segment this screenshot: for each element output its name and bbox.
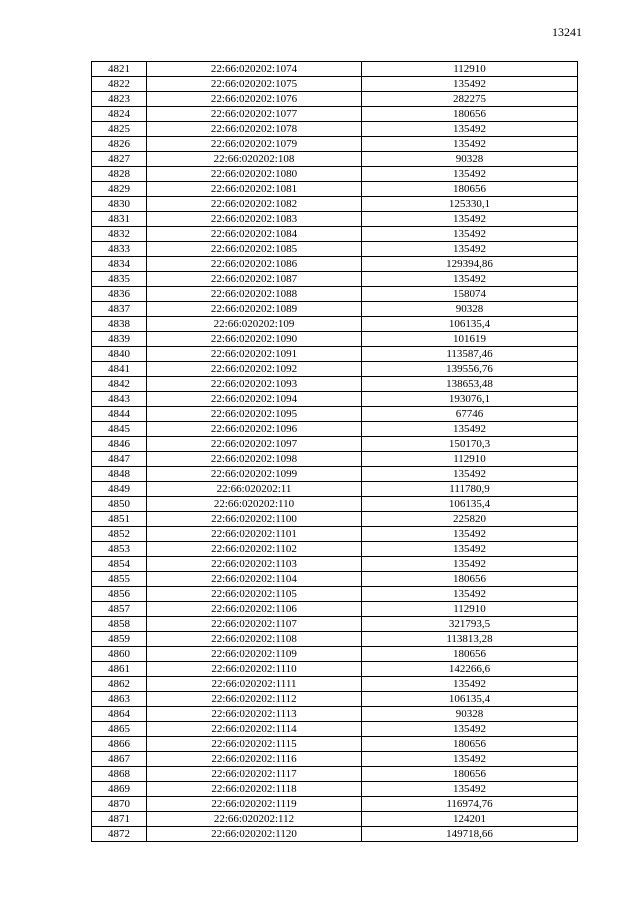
value-cell: 106135,4 <box>362 317 578 332</box>
table-row <box>92 452 578 467</box>
row-number-cell: 4870 <box>92 797 147 812</box>
value-cell: 180656 <box>362 572 578 587</box>
table-row <box>92 707 578 722</box>
table-row <box>92 767 578 782</box>
table-row <box>92 467 578 482</box>
table-row <box>92 557 578 572</box>
cadastral-number-cell: 22:66:020202:1119 <box>147 797 362 812</box>
row-number-cell: 4855 <box>92 572 147 587</box>
table-row <box>92 107 578 122</box>
value-cell: 135492 <box>362 557 578 572</box>
cadastral-number-cell: 22:66:020202:1118 <box>147 782 362 797</box>
cadastral-number-cell: 22:66:020202:1097 <box>147 437 362 452</box>
row-number-cell: 4849 <box>92 482 147 497</box>
cadastral-number-cell: 22:66:020202:1120 <box>147 827 362 842</box>
row-number-cell: 4832 <box>92 227 147 242</box>
table-row <box>92 392 578 407</box>
row-number-cell: 4830 <box>92 197 147 212</box>
table-row <box>92 77 578 92</box>
table-row <box>92 362 578 377</box>
table-body <box>92 62 578 842</box>
cadastral-number-cell: 22:66:020202:1077 <box>147 107 362 122</box>
value-cell: 158074 <box>362 287 578 302</box>
table-row <box>92 542 578 557</box>
value-cell: 282275 <box>362 92 578 107</box>
table-row <box>92 737 578 752</box>
table-row <box>92 182 578 197</box>
row-number-cell: 4861 <box>92 662 147 677</box>
table-row <box>92 632 578 647</box>
row-number-cell: 4833 <box>92 242 147 257</box>
cadastral-number-cell: 22:66:020202:1099 <box>147 467 362 482</box>
cadastral-number-cell: 22:66:020202:110 <box>147 497 362 512</box>
cadastral-number-cell: 22:66:020202:1081 <box>147 182 362 197</box>
value-cell: 113587,46 <box>362 347 578 362</box>
row-number-cell: 4867 <box>92 752 147 767</box>
cadastral-number-cell: 22:66:020202:108 <box>147 152 362 167</box>
row-number-cell: 4834 <box>92 257 147 272</box>
cadastral-number-cell: 22:66:020202:1092 <box>147 362 362 377</box>
value-cell: 129394,86 <box>362 257 578 272</box>
table-row <box>92 242 578 257</box>
value-cell: 180656 <box>362 647 578 662</box>
value-cell: 138653,48 <box>362 377 578 392</box>
cadastral-number-cell: 22:66:020202:1093 <box>147 377 362 392</box>
row-number-cell: 4821 <box>92 62 147 77</box>
value-cell: 135492 <box>362 212 578 227</box>
row-number-cell: 4836 <box>92 287 147 302</box>
value-cell: 135492 <box>362 722 578 737</box>
value-cell: 135492 <box>362 542 578 557</box>
row-number-cell: 4869 <box>92 782 147 797</box>
value-cell: 135492 <box>362 122 578 137</box>
table-row <box>92 197 578 212</box>
value-cell: 180656 <box>362 182 578 197</box>
cadastral-number-cell: 22:66:020202:1082 <box>147 197 362 212</box>
row-number-cell: 4856 <box>92 587 147 602</box>
value-cell: 116974,76 <box>362 797 578 812</box>
cadastral-number-cell: 22:66:020202:1090 <box>147 332 362 347</box>
cadastral-number-cell: 22:66:020202:1114 <box>147 722 362 737</box>
table-row <box>92 122 578 137</box>
value-cell: 180656 <box>362 767 578 782</box>
cadastral-number-cell: 22:66:020202:1095 <box>147 407 362 422</box>
cadastral-number-cell: 22:66:020202:1107 <box>147 617 362 632</box>
row-number-cell: 4860 <box>92 647 147 662</box>
table-row <box>92 227 578 242</box>
table-row <box>92 512 578 527</box>
table-row <box>92 812 578 827</box>
table-row <box>92 212 578 227</box>
row-number-cell: 4857 <box>92 602 147 617</box>
table-row <box>92 752 578 767</box>
cadastral-number-cell: 22:66:020202:1084 <box>147 227 362 242</box>
row-number-cell: 4862 <box>92 677 147 692</box>
row-number-cell: 4863 <box>92 692 147 707</box>
table-row <box>92 617 578 632</box>
cadastral-number-cell: 22:66:020202:1096 <box>147 422 362 437</box>
value-cell: 139556,76 <box>362 362 578 377</box>
value-cell: 125330,1 <box>362 197 578 212</box>
value-cell: 135492 <box>362 467 578 482</box>
value-cell: 135492 <box>362 77 578 92</box>
cadastral-number-cell: 22:66:020202:1101 <box>147 527 362 542</box>
row-number-cell: 4868 <box>92 767 147 782</box>
row-number-cell: 4838 <box>92 317 147 332</box>
value-cell: 90328 <box>362 707 578 722</box>
row-number-cell: 4831 <box>92 212 147 227</box>
table-row <box>92 62 578 77</box>
page-number: 13241 <box>552 25 582 39</box>
cadastral-number-cell: 22:66:020202:11 <box>147 482 362 497</box>
value-cell: 67746 <box>362 407 578 422</box>
table-row <box>92 497 578 512</box>
value-cell: 135492 <box>362 242 578 257</box>
row-number-cell: 4859 <box>92 632 147 647</box>
cadastral-number-cell: 22:66:020202:1098 <box>147 452 362 467</box>
cadastral-number-cell: 22:66:020202:1102 <box>147 542 362 557</box>
row-number-cell: 4858 <box>92 617 147 632</box>
cadastral-number-cell: 22:66:020202:1116 <box>147 752 362 767</box>
value-cell: 135492 <box>362 422 578 437</box>
cadastral-number-cell: 22:66:020202:1115 <box>147 737 362 752</box>
table-row <box>92 647 578 662</box>
row-number-cell: 4845 <box>92 422 147 437</box>
row-number-cell: 4852 <box>92 527 147 542</box>
row-number-cell: 4851 <box>92 512 147 527</box>
row-number-cell: 4853 <box>92 542 147 557</box>
cadastral-number-cell: 22:66:020202:1100 <box>147 512 362 527</box>
row-number-cell: 4837 <box>92 302 147 317</box>
table-row <box>92 422 578 437</box>
row-number-cell: 4822 <box>92 77 147 92</box>
value-cell: 106135,4 <box>362 497 578 512</box>
value-cell: 135492 <box>362 272 578 287</box>
table-row <box>92 572 578 587</box>
value-cell: 111780,9 <box>362 482 578 497</box>
value-cell: 113813,28 <box>362 632 578 647</box>
cadastral-number-cell: 22:66:020202:1080 <box>147 167 362 182</box>
table-row <box>92 797 578 812</box>
table-row <box>92 287 578 302</box>
row-number-cell: 4826 <box>92 137 147 152</box>
row-number-cell: 4843 <box>92 392 147 407</box>
cadastral-number-cell: 22:66:020202:1106 <box>147 602 362 617</box>
row-number-cell: 4850 <box>92 497 147 512</box>
value-cell: 225820 <box>362 512 578 527</box>
cadastral-number-cell: 22:66:020202:1112 <box>147 692 362 707</box>
value-cell: 135492 <box>362 527 578 542</box>
row-number-cell: 4864 <box>92 707 147 722</box>
table-row <box>92 437 578 452</box>
row-number-cell: 4866 <box>92 737 147 752</box>
value-cell: 135492 <box>362 677 578 692</box>
row-number-cell: 4824 <box>92 107 147 122</box>
value-cell: 150170,3 <box>362 437 578 452</box>
table-row <box>92 302 578 317</box>
row-number-cell: 4828 <box>92 167 147 182</box>
value-cell: 90328 <box>362 302 578 317</box>
row-number-cell: 4841 <box>92 362 147 377</box>
row-number-cell: 4835 <box>92 272 147 287</box>
value-cell: 135492 <box>362 752 578 767</box>
row-number-cell: 4854 <box>92 557 147 572</box>
cadastral-number-cell: 22:66:020202:1089 <box>147 302 362 317</box>
row-number-cell: 4839 <box>92 332 147 347</box>
row-number-cell: 4846 <box>92 437 147 452</box>
value-cell: 112910 <box>362 62 578 77</box>
value-cell: 135492 <box>362 587 578 602</box>
table-row <box>92 137 578 152</box>
value-cell: 112910 <box>362 602 578 617</box>
table-row <box>92 827 578 842</box>
value-cell: 149718,66 <box>362 827 578 842</box>
table-row <box>92 92 578 107</box>
table-row <box>92 722 578 737</box>
row-number-cell: 4871 <box>92 812 147 827</box>
row-number-cell: 4848 <box>92 467 147 482</box>
cadastral-number-cell: 22:66:020202:1088 <box>147 287 362 302</box>
row-number-cell: 4823 <box>92 92 147 107</box>
row-number-cell: 4842 <box>92 377 147 392</box>
cadastral-number-cell: 22:66:020202:1075 <box>147 77 362 92</box>
value-cell: 180656 <box>362 737 578 752</box>
table-row <box>92 677 578 692</box>
table-row <box>92 347 578 362</box>
row-number-cell: 4829 <box>92 182 147 197</box>
table-row <box>92 662 578 677</box>
value-cell: 321793,5 <box>362 617 578 632</box>
cadastral-value-table <box>91 61 578 842</box>
cadastral-number-cell: 22:66:020202:1109 <box>147 647 362 662</box>
value-cell: 106135,4 <box>362 692 578 707</box>
cadastral-number-cell: 22:66:020202:112 <box>147 812 362 827</box>
cadastral-number-cell: 22:66:020202:1111 <box>147 677 362 692</box>
value-cell: 124201 <box>362 812 578 827</box>
table-row <box>92 587 578 602</box>
value-cell: 101619 <box>362 332 578 347</box>
table-row <box>92 377 578 392</box>
table-row <box>92 257 578 272</box>
row-number-cell: 4844 <box>92 407 147 422</box>
row-number-cell: 4847 <box>92 452 147 467</box>
value-cell: 135492 <box>362 137 578 152</box>
cadastral-number-cell: 22:66:020202:1079 <box>147 137 362 152</box>
row-number-cell: 4872 <box>92 827 147 842</box>
value-cell: 135492 <box>362 167 578 182</box>
value-cell: 142266,6 <box>362 662 578 677</box>
table-row <box>92 152 578 167</box>
table-row <box>92 692 578 707</box>
cadastral-number-cell: 22:66:020202:1110 <box>147 662 362 677</box>
table-row <box>92 167 578 182</box>
cadastral-number-cell: 22:66:020202:1104 <box>147 572 362 587</box>
table-row <box>92 482 578 497</box>
cadastral-number-cell: 22:66:020202:1117 <box>147 767 362 782</box>
table-row <box>92 317 578 332</box>
cadastral-number-cell: 22:66:020202:1085 <box>147 242 362 257</box>
cadastral-number-cell: 22:66:020202:1094 <box>147 392 362 407</box>
table-row <box>92 332 578 347</box>
value-cell: 112910 <box>362 452 578 467</box>
row-number-cell: 4827 <box>92 152 147 167</box>
value-cell: 193076,1 <box>362 392 578 407</box>
table-row <box>92 527 578 542</box>
table-row <box>92 272 578 287</box>
cadastral-number-cell: 22:66:020202:1078 <box>147 122 362 137</box>
cadastral-number-cell: 22:66:020202:1113 <box>147 707 362 722</box>
value-cell: 135492 <box>362 227 578 242</box>
cadastral-number-cell: 22:66:020202:1086 <box>147 257 362 272</box>
cadastral-number-cell: 22:66:020202:1074 <box>147 62 362 77</box>
cadastral-number-cell: 22:66:020202:1103 <box>147 557 362 572</box>
table-row <box>92 407 578 422</box>
table-row <box>92 782 578 797</box>
cadastral-number-cell: 22:66:020202:109 <box>147 317 362 332</box>
row-number-cell: 4865 <box>92 722 147 737</box>
row-number-cell: 4840 <box>92 347 147 362</box>
cadastral-number-cell: 22:66:020202:1076 <box>147 92 362 107</box>
table-row <box>92 602 578 617</box>
cadastral-number-cell: 22:66:020202:1087 <box>147 272 362 287</box>
value-cell: 180656 <box>362 107 578 122</box>
value-cell: 135492 <box>362 782 578 797</box>
row-number-cell: 4825 <box>92 122 147 137</box>
cadastral-number-cell: 22:66:020202:1108 <box>147 632 362 647</box>
value-cell: 90328 <box>362 152 578 167</box>
cadastral-number-cell: 22:66:020202:1083 <box>147 212 362 227</box>
cadastral-number-cell: 22:66:020202:1091 <box>147 347 362 362</box>
cadastral-number-cell: 22:66:020202:1105 <box>147 587 362 602</box>
